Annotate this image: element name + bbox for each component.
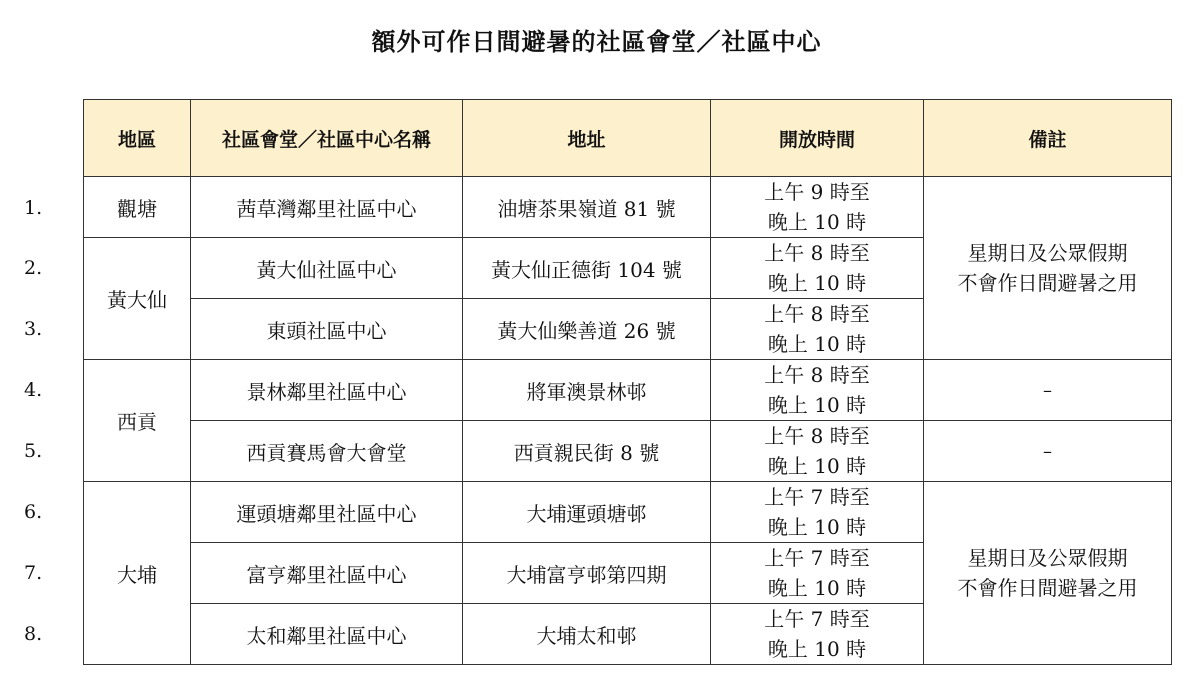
- row-number: 1.: [24, 197, 43, 219]
- remarks-cell: [924, 177, 1172, 360]
- address-cell: 西貢親民街 8 號: [463, 421, 711, 482]
- hours-open: 上午 8 時至: [764, 363, 870, 387]
- hours-close: 晚上 10 時: [767, 454, 867, 478]
- hours-close: 晚上 10 時: [767, 576, 867, 600]
- hours-cell: [711, 543, 924, 604]
- district-cell: 觀塘: [84, 177, 191, 238]
- hours-close: 晚上 10 時: [767, 637, 867, 661]
- hours-cell: [711, 604, 924, 665]
- district-cell: 黃大仙: [84, 238, 191, 360]
- header-district: 地區: [84, 100, 191, 177]
- hours-cell: [711, 238, 924, 299]
- header-hours: 開放時間: [711, 100, 924, 177]
- hours-cell: [711, 299, 924, 360]
- hours-cell: [711, 421, 924, 482]
- address-cell: 油塘茶果嶺道 81 號: [463, 177, 711, 238]
- header-name: 社區會堂／社區中心名稱: [191, 100, 463, 177]
- remarks-cell: –: [924, 421, 1172, 482]
- address-cell: 大埔運頭塘邨: [463, 482, 711, 543]
- hours-open: 上午 8 時至: [764, 302, 870, 326]
- table-row: [84, 482, 1172, 543]
- row-number: 2.: [24, 257, 43, 279]
- remarks-line: 星期日及公眾假期: [967, 241, 1128, 265]
- remarks-cell: [924, 482, 1172, 665]
- address-cell: 黃大仙正德街 104 號: [463, 238, 711, 299]
- table-row: [84, 177, 1172, 238]
- hours-open: 上午 7 時至: [764, 607, 870, 631]
- hours-cell: [711, 482, 924, 543]
- hours-close: 晚上 10 時: [767, 271, 867, 295]
- hours-close: 晚上 10 時: [767, 332, 867, 356]
- table-row: [84, 360, 1172, 421]
- name-cell: 運頭塘鄰里社區中心: [191, 482, 463, 543]
- address-cell: 黃大仙樂善道 26 號: [463, 299, 711, 360]
- header-address: 地址: [463, 100, 711, 177]
- remarks-cell: –: [924, 360, 1172, 421]
- address-cell: 將軍澳景林邨: [463, 360, 711, 421]
- hours-close: 晚上 10 時: [767, 210, 867, 234]
- hours-open: 上午 7 時至: [764, 546, 870, 570]
- remarks-line: 星期日及公眾假期: [967, 546, 1128, 570]
- hours-cell: [711, 360, 924, 421]
- remarks-line: 不會作日間避暑之用: [957, 576, 1138, 600]
- row-number: 6.: [24, 501, 43, 523]
- row-number: 7.: [24, 562, 43, 584]
- name-cell: 景林鄰里社區中心: [191, 360, 463, 421]
- row-number: 5.: [24, 440, 43, 462]
- address-cell: 大埔富亨邨第四期: [463, 543, 711, 604]
- hours-open: 上午 9 時至: [764, 180, 870, 204]
- header-remarks: 備註: [924, 100, 1172, 177]
- name-cell: 太和鄰里社區中心: [191, 604, 463, 665]
- name-cell: 茜草灣鄰里社區中心: [191, 177, 463, 238]
- row-number: 4.: [24, 379, 43, 401]
- hours-close: 晚上 10 時: [767, 393, 867, 417]
- row-number: 8.: [24, 623, 43, 645]
- district-cell: 大埔: [84, 482, 191, 665]
- hours-open: 上午 7 時至: [764, 485, 870, 509]
- hours-open: 上午 8 時至: [764, 241, 870, 265]
- hours-open: 上午 8 時至: [764, 424, 870, 448]
- name-cell: 西貢賽馬會大會堂: [191, 421, 463, 482]
- hours-cell: [711, 177, 924, 238]
- address-cell: 大埔太和邨: [463, 604, 711, 665]
- hours-close: 晚上 10 時: [767, 515, 867, 539]
- name-cell: 黃大仙社區中心: [191, 238, 463, 299]
- table-header-row: [84, 100, 1172, 177]
- page-title: 額外可作日間避暑的社區會堂／社區中心: [371, 28, 822, 56]
- remarks-line: 不會作日間避暑之用: [957, 271, 1138, 295]
- name-cell: 富亨鄰里社區中心: [191, 543, 463, 604]
- district-cell: 西貢: [84, 360, 191, 482]
- row-number: 3.: [24, 318, 43, 340]
- name-cell: 東頭社區中心: [191, 299, 463, 360]
- community-hall-table: [83, 99, 1172, 665]
- table-row: [84, 421, 1172, 482]
